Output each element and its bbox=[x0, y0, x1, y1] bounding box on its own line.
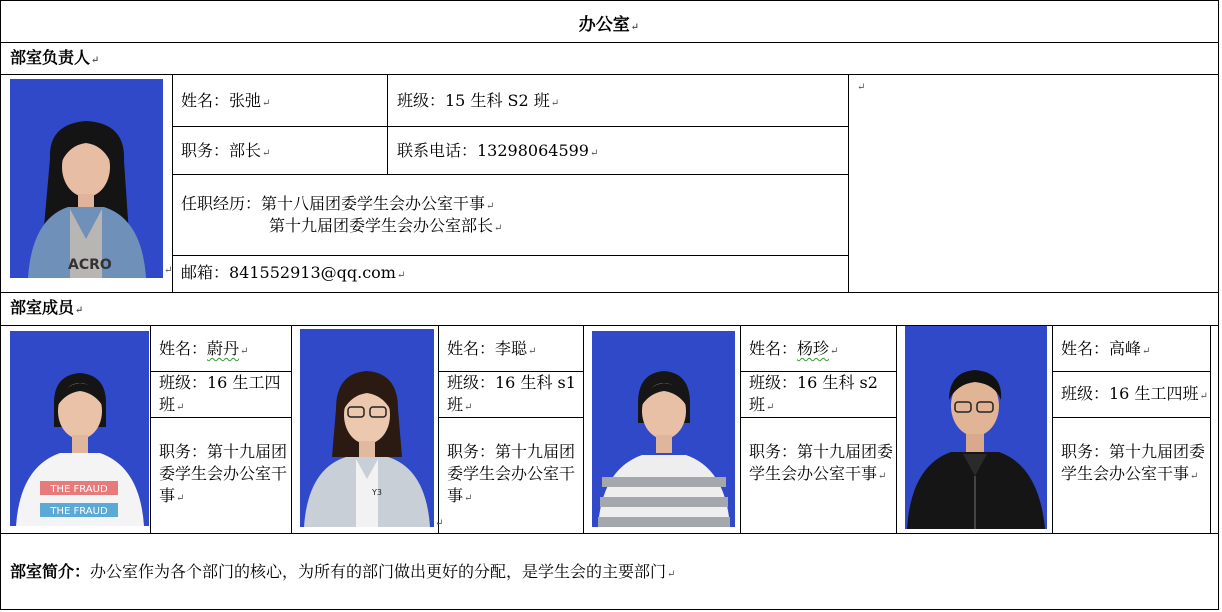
page-title bbox=[0, 10, 1218, 35]
intro-label: 部室简介： bbox=[10, 562, 91, 581]
head-phone bbox=[397, 140, 598, 165]
paragraph-mark-icon: ↵ bbox=[240, 346, 249, 357]
paragraph-mark-icon: ↵ bbox=[91, 55, 100, 66]
member-2-class bbox=[447, 372, 581, 419]
paragraph-mark-icon: ↵ bbox=[667, 569, 676, 580]
member-shirt-text: THE FRAUD bbox=[50, 484, 108, 495]
section-label-head bbox=[10, 47, 99, 72]
head-shirt-text: ACRO bbox=[68, 257, 112, 273]
member-name-text: 杨珍 bbox=[797, 339, 830, 358]
head-position-text: 职务：部长 bbox=[181, 141, 262, 160]
paragraph-mark-icon: ↵ bbox=[176, 493, 185, 504]
member-4-name bbox=[1061, 338, 1150, 363]
member-name-prefix: 姓名： bbox=[749, 339, 798, 358]
member-position-text: 职务：第十九届团委学生会办公室干事 bbox=[447, 442, 576, 505]
paragraph-mark-icon: ↵ bbox=[1190, 471, 1199, 482]
department-intro bbox=[10, 561, 675, 586]
paragraph-mark-icon: ↵ bbox=[589, 148, 599, 159]
member-class-text: 班级：16 生工四班 bbox=[1061, 384, 1199, 403]
member-photo-4 bbox=[905, 326, 1047, 529]
member-4-class bbox=[1061, 383, 1209, 408]
head-phone-text: 联系电话：13298064599 bbox=[397, 141, 589, 160]
member-3-position bbox=[749, 441, 894, 488]
intro-text: 办公室作为各个部门的核心，为所有的部门做出更好的分配，是学生会的主要部门 bbox=[90, 562, 667, 581]
head-history-line-2 bbox=[269, 215, 502, 240]
paragraph-mark-icon: ↵ bbox=[262, 148, 271, 159]
paragraph-mark-icon: ↵ bbox=[1199, 391, 1208, 402]
head-name-text: 姓名：张弛 bbox=[181, 91, 262, 110]
member-2-name bbox=[447, 338, 536, 363]
member-photo-1 bbox=[10, 331, 149, 526]
head-position bbox=[181, 140, 270, 165]
paragraph-mark-icon: ↵ bbox=[1142, 346, 1151, 357]
member-shirt-text: THE FRAUD bbox=[50, 506, 108, 517]
head-email bbox=[181, 262, 405, 287]
member-3-class bbox=[749, 372, 894, 419]
member-name-prefix: 姓名： bbox=[447, 339, 496, 358]
member-name-prefix: 姓名： bbox=[159, 339, 208, 358]
paragraph-mark-icon: ↵ bbox=[464, 493, 473, 504]
paragraph-mark-icon: ↵ bbox=[494, 223, 503, 234]
member-3-name bbox=[749, 338, 838, 363]
section-label-members bbox=[10, 297, 83, 322]
head-history-label-text: 任职经历： bbox=[181, 194, 262, 213]
head-photo bbox=[10, 79, 163, 278]
member-name-text: 蔚丹 bbox=[207, 339, 240, 358]
paragraph-mark-icon: ↵ bbox=[766, 402, 775, 413]
member-2-position bbox=[447, 441, 581, 510]
head-section-text: 部室负责人 bbox=[10, 48, 91, 67]
paragraph-mark-icon: ↵ bbox=[176, 402, 185, 413]
paragraph-mark-icon: ↵ bbox=[528, 346, 537, 357]
paragraph-mark-icon: ↵ bbox=[857, 82, 866, 93]
member-name-text: 李聪 bbox=[495, 339, 528, 358]
title-text: 办公室 bbox=[578, 15, 630, 35]
paragraph-mark-icon: ↵ bbox=[878, 471, 887, 482]
paragraph-mark-icon: ↵ bbox=[550, 98, 560, 109]
head-history-item: 第十九届团委学生会办公室部长 bbox=[269, 216, 494, 235]
member-position-text: 职务：第十九届团委学生会办公室干事 bbox=[749, 442, 894, 483]
member-position-text: 职务：第十九届团委学生会办公室干事 bbox=[159, 442, 288, 505]
head-history-item: 第十八届团委学生会办公室干事 bbox=[261, 194, 486, 213]
head-class-text: 班级：15 生科 S2 班 bbox=[397, 91, 550, 110]
member-shirt-text: Y3 bbox=[372, 488, 382, 497]
members-section-text: 部室成员 bbox=[10, 298, 75, 317]
paragraph-mark-icon: ↵ bbox=[630, 22, 640, 33]
paragraph-mark-icon: ↵ bbox=[75, 305, 84, 316]
member-photo-3 bbox=[592, 331, 735, 527]
head-name bbox=[181, 90, 270, 115]
member-1-class bbox=[159, 372, 289, 419]
member-photo-2 bbox=[300, 329, 434, 527]
head-email-text: 邮箱：841552913@qq.com bbox=[181, 263, 396, 282]
member-1-position bbox=[159, 441, 289, 510]
member-class-text: 班级：16 生科 s1 班 bbox=[447, 373, 576, 414]
paragraph-mark-icon: ↵ bbox=[262, 98, 271, 109]
paragraph-mark-icon: ↵ bbox=[164, 265, 173, 276]
member-name-text: 高峰 bbox=[1109, 339, 1142, 358]
member-position-text: 职务：第十九届团委学生会办公室干事 bbox=[1061, 442, 1206, 483]
member-class-text: 班级：16 生科 s2 班 bbox=[749, 373, 878, 414]
paragraph-mark-icon: ↵ bbox=[435, 518, 444, 529]
member-name-prefix: 姓名： bbox=[1061, 339, 1110, 358]
paragraph-mark-icon: ↵ bbox=[396, 270, 406, 281]
paragraph-mark-icon: ↵ bbox=[486, 201, 495, 212]
head-class bbox=[397, 90, 559, 115]
member-class-text: 班级：16 生工四班 bbox=[159, 373, 281, 414]
paragraph-mark-icon: ↵ bbox=[830, 346, 839, 357]
member-4-position bbox=[1061, 441, 1207, 488]
paragraph-mark-icon: ↵ bbox=[464, 402, 473, 413]
member-1-name bbox=[159, 338, 248, 363]
